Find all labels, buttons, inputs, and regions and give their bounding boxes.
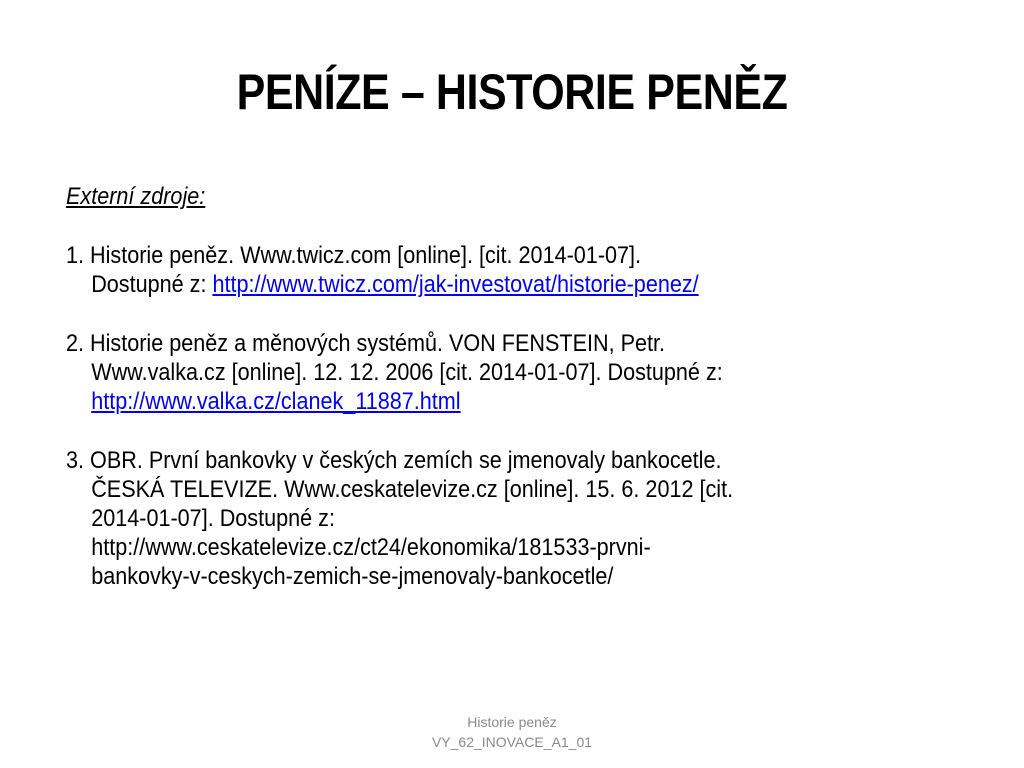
sources-heading: Externí zdroje: [66, 183, 206, 210]
reference-3-date: 2014-01-07]. Dostupné z: [91, 505, 335, 532]
reference-2-link[interactable]: http://www.valka.cz/clanek_11887.html [91, 388, 461, 415]
reference-2-details: Www.valka.cz [online]. 12. 12. 2006 [cit. 2014-01-07]. Dostupné z: [91, 359, 723, 386]
reference-2-text: 2. Historie peněz a měnových systémů. VON FENSTEIN, Petr. [66, 330, 666, 357]
reference-1-available: Dostupné z: [91, 271, 213, 298]
reference-3 [66, 446, 966, 591]
reference-1-link[interactable]: http://www.twicz.com/jak-investovat/historie-penez/ [212, 271, 699, 298]
reference-3-details: ČESKÁ TELEVIZE. Www.ceskatelevize.cz [online]. 15. 6. 2012 [cit. [91, 476, 734, 503]
footer-topic: Historie peněz [467, 714, 557, 730]
reference-3-url-part-1: http://www.ceskatelevize.cz/ct24/ekonomika/181533-prvni- [91, 534, 651, 561]
slide-footer [0, 712, 1024, 752]
slide-title: PENÍZE – HISTORIE PENĚZ [236, 64, 788, 120]
reference-3-text: 3. OBR. První bankovky v českých zemích se jmenovaly bankocetle. [66, 447, 722, 474]
reference-1 [66, 241, 966, 299]
footer-code: VY_62_INOVACE_A1_01 [431, 734, 593, 750]
reference-2 [66, 329, 966, 416]
reference-1-text: 1. Historie peněz. Www.twicz.com [online]. [cit. 2014-01-07]. [66, 242, 642, 269]
reference-3-url-part-2: bankovky-v-ceskych-zemich-se-jmenovaly-bankocetle/ [91, 563, 614, 590]
sources-block [66, 182, 966, 621]
